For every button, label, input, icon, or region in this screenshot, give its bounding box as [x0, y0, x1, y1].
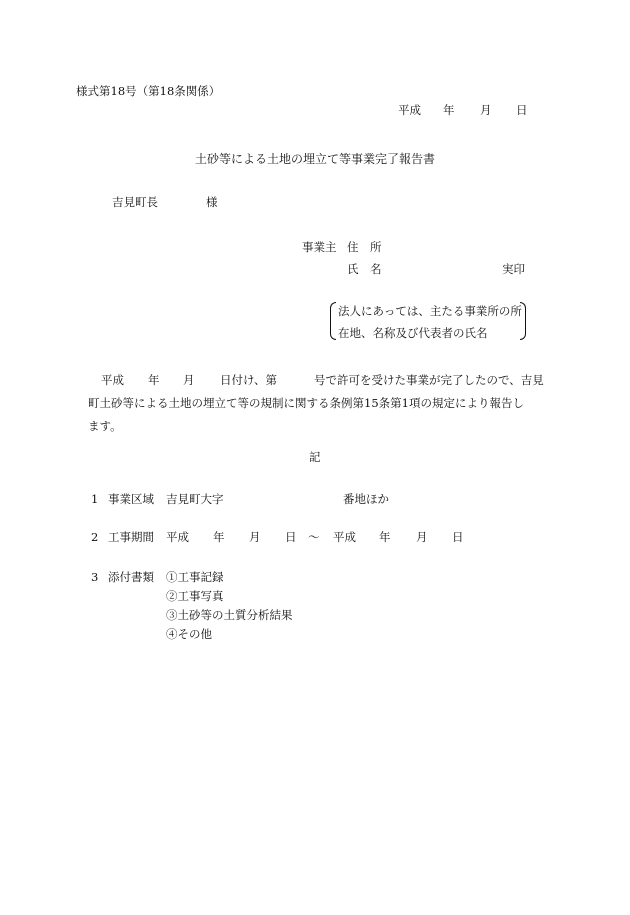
ki-heading: 記 [309, 450, 321, 464]
applicant-label: 事業主 [302, 240, 337, 254]
item2-start-day: 日 [285, 530, 297, 544]
item2-end-era: 平成 [333, 530, 356, 544]
addressee-name: 吉見町長 [112, 195, 158, 209]
item1-value: 吉見町大字 [166, 492, 224, 506]
body-line-1 [101, 373, 544, 387]
item2-end-month: 月 [416, 530, 428, 544]
corporate-note-line2: 在地、名称及び代表者の氏名 [338, 326, 488, 340]
form-number: 様式第18号（第18条関係） [76, 84, 221, 98]
addressee-honorific: 様 [206, 195, 218, 209]
body-year: 年 [148, 373, 160, 387]
corporate-note-line1: 法人にあっては、主たる事業所の所 [338, 304, 522, 318]
item2-start-era: 平成 [166, 530, 189, 544]
body-era: 平成 [101, 373, 124, 387]
address-label: 住 所 [347, 240, 382, 254]
date-line [398, 103, 528, 117]
corporate-note [330, 300, 526, 344]
date-day: 日 [516, 103, 528, 117]
attachment-item: ①工事記録 [166, 570, 224, 584]
item2-start-month: 月 [249, 530, 261, 544]
right-parenthesis [520, 302, 526, 340]
body-line-3: ます。 [88, 419, 122, 433]
item1-label: 事業区域 [108, 492, 154, 506]
body-month: 月 [183, 373, 195, 387]
body-line-2: 町土砂等による土地の埋立て等の規制に関する条例第15条第1項の規定により報告し [88, 396, 524, 410]
seal-label: 実印 [502, 262, 525, 276]
date-year: 年 [443, 103, 455, 117]
item2-number: 2 [91, 530, 99, 544]
date-era: 平成 [398, 103, 421, 117]
item2-tilde: 〜 [308, 530, 320, 544]
attachment-item: ④その他 [166, 627, 212, 641]
item2-start-year: 年 [213, 530, 225, 544]
body-dated: 日付け、第 [220, 373, 278, 387]
left-parenthesis [330, 302, 336, 340]
item2-label: 工事期間 [108, 530, 154, 544]
item1-suffix: 番地ほか [343, 492, 389, 506]
item1-number: 1 [91, 492, 99, 506]
name-label: 氏 名 [347, 262, 382, 276]
document-title: 土砂等による土地の埋立て等事業完了報告書 [195, 152, 436, 166]
item3-label: 添付書類 [108, 570, 154, 584]
item3-number: 3 [91, 570, 99, 584]
body-rest: 号で許可を受けた事業が完了したので、吉見 [314, 373, 544, 387]
date-month: 月 [480, 103, 492, 117]
item2-end-day: 日 [452, 530, 464, 544]
attachment-item: ③土砂等の土質分析結果 [166, 608, 293, 622]
attachment-item: ②工事写真 [166, 589, 224, 603]
item2-end-year: 年 [379, 530, 391, 544]
